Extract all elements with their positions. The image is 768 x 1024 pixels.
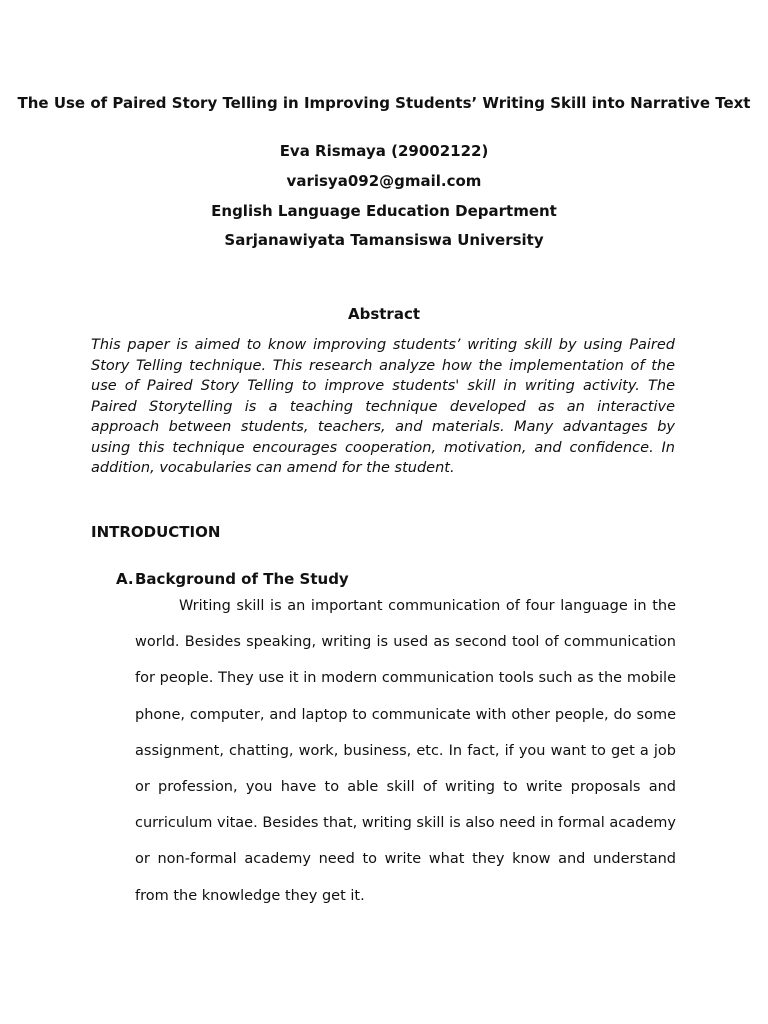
section-a-title: Background of The Study [135,570,349,588]
university: Sarjanawiyata Tamansiswa University [224,231,544,249]
section-a-heading [116,569,349,589]
paper-title: The Use of Paired Story Telling in Improving Students’ Writing Skill into Narrative Text [17,94,751,112]
section-a-body: Writing skill is an important communication of four language in the world. Besides speaking, writing is used as second tool of communication for people. They use it in modern communication tools such as the mobile phone, computer, and laptop to communicate with other people, do some assignment, chatting, work, business, etc. In fact, if you want to get a job or profession, you have to able skill of writing to write proposals and curriculum vitae. Besides that, writing skill is also need in formal academy or non-formal academy need to write what they know and understand from the knowledge they get it. [135,598,676,904]
author-email: varisya092@gmail.com [286,172,482,190]
abstract-body: This paper is aimed to know improving students’ writing skill by using Paired Story Telling technique. This research analyze how the implementation of the use of Paired Story Telling to improve students' skill in writing activity. The Paired Storytelling is a teaching technique developed as an interactive approach between students, teachers, and materials. Many advantages by using this technique encourages cooperation, motivation, and confidence. In addition, vocabularies can amend for the student. [91,337,675,476]
abstract-heading: Abstract [347,305,421,323]
author-name: Eva Rismaya (29002122) [279,142,489,160]
department: English Language Education Department [211,202,557,220]
introduction-heading: INTRODUCTION [91,523,221,541]
section-a-number: A. [116,570,134,588]
